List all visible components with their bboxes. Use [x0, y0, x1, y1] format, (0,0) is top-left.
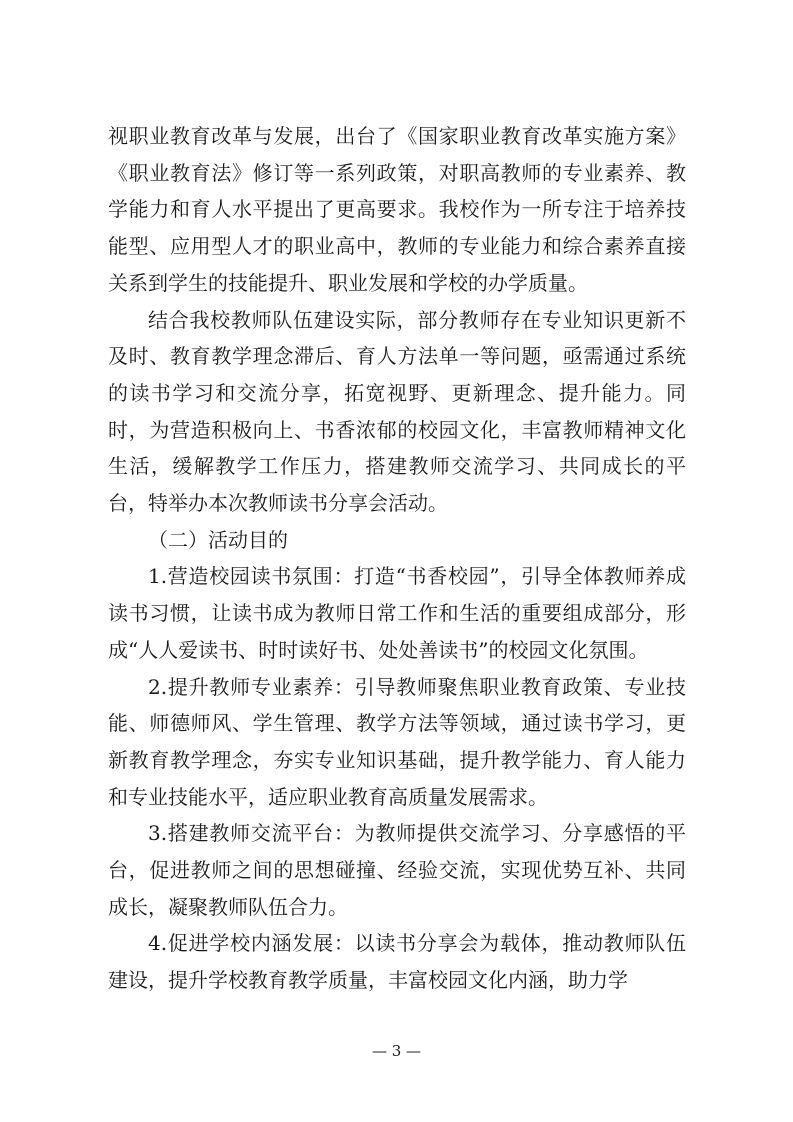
goal-item: 3.搭建教师交流平台：为教师提供交流学习、分享感悟的平台，促进教师之间的思想碰撞、经验交流，实现优势互补、共同成长，凝聚教师队伍合力。: [108, 821, 686, 919]
paragraph-background: 结合我校教师队伍建设实际，部分教师存在专业知识更新不及时、教育教学理念滞后、育人方法单一等问题，亟需通过系统的读书学习和交流分享，拓宽视野、更新理念、提升能力。同时，为营造积极向上、书香浓郁的校园文化，丰富教师精神文化生活，缓解教学工作压力，搭建教师交流学习、共同成长的平台，特举办本次教师读书分享会活动。: [108, 307, 686, 516]
goal-item: 4.促进学校内涵发展：以读书分享会为载体，推动教师队伍建设，提升学校教育教学质量，丰富校园文化内涵，助力学: [108, 931, 686, 993]
page-number: — 3 —: [371, 1042, 422, 1060]
goal-item: 1.营造校园读书氛围：打造“书香校园”，引导全体教师养成读书习惯，让读书成为教师日常工作和生活的重要组成部分，形成“人人爱读书、时时读好书、处处善读书”的校园文化氛围。: [108, 564, 686, 662]
paragraph-continued: 视职业教育改革与发展，出台了《国家职业教育改革实施方案》《职业教育法》修订等一系列政策，对职高教师的专业素养、教学能力和育人水平提出了更高要求。我校作为一所专注于培养技能型、应用型人才的职业高中，教师的专业能力和综合素养直接关系到学生的技能提升、职业发展和学校的办学质量。: [108, 124, 686, 295]
body-text: [108, 118, 686, 999]
goal-item: 2.提升教师专业素养：引导教师聚焦职业教育政策、专业技能、师德师风、学生管理、教学方法等领域，通过读书学习，更新教育教学理念，夯实专业知识基础，提升教学能力、育人能力和专业技能水平，适应职业教育高质量发展需求。: [108, 674, 686, 809]
section-heading: （二）活动目的: [148, 527, 288, 552]
